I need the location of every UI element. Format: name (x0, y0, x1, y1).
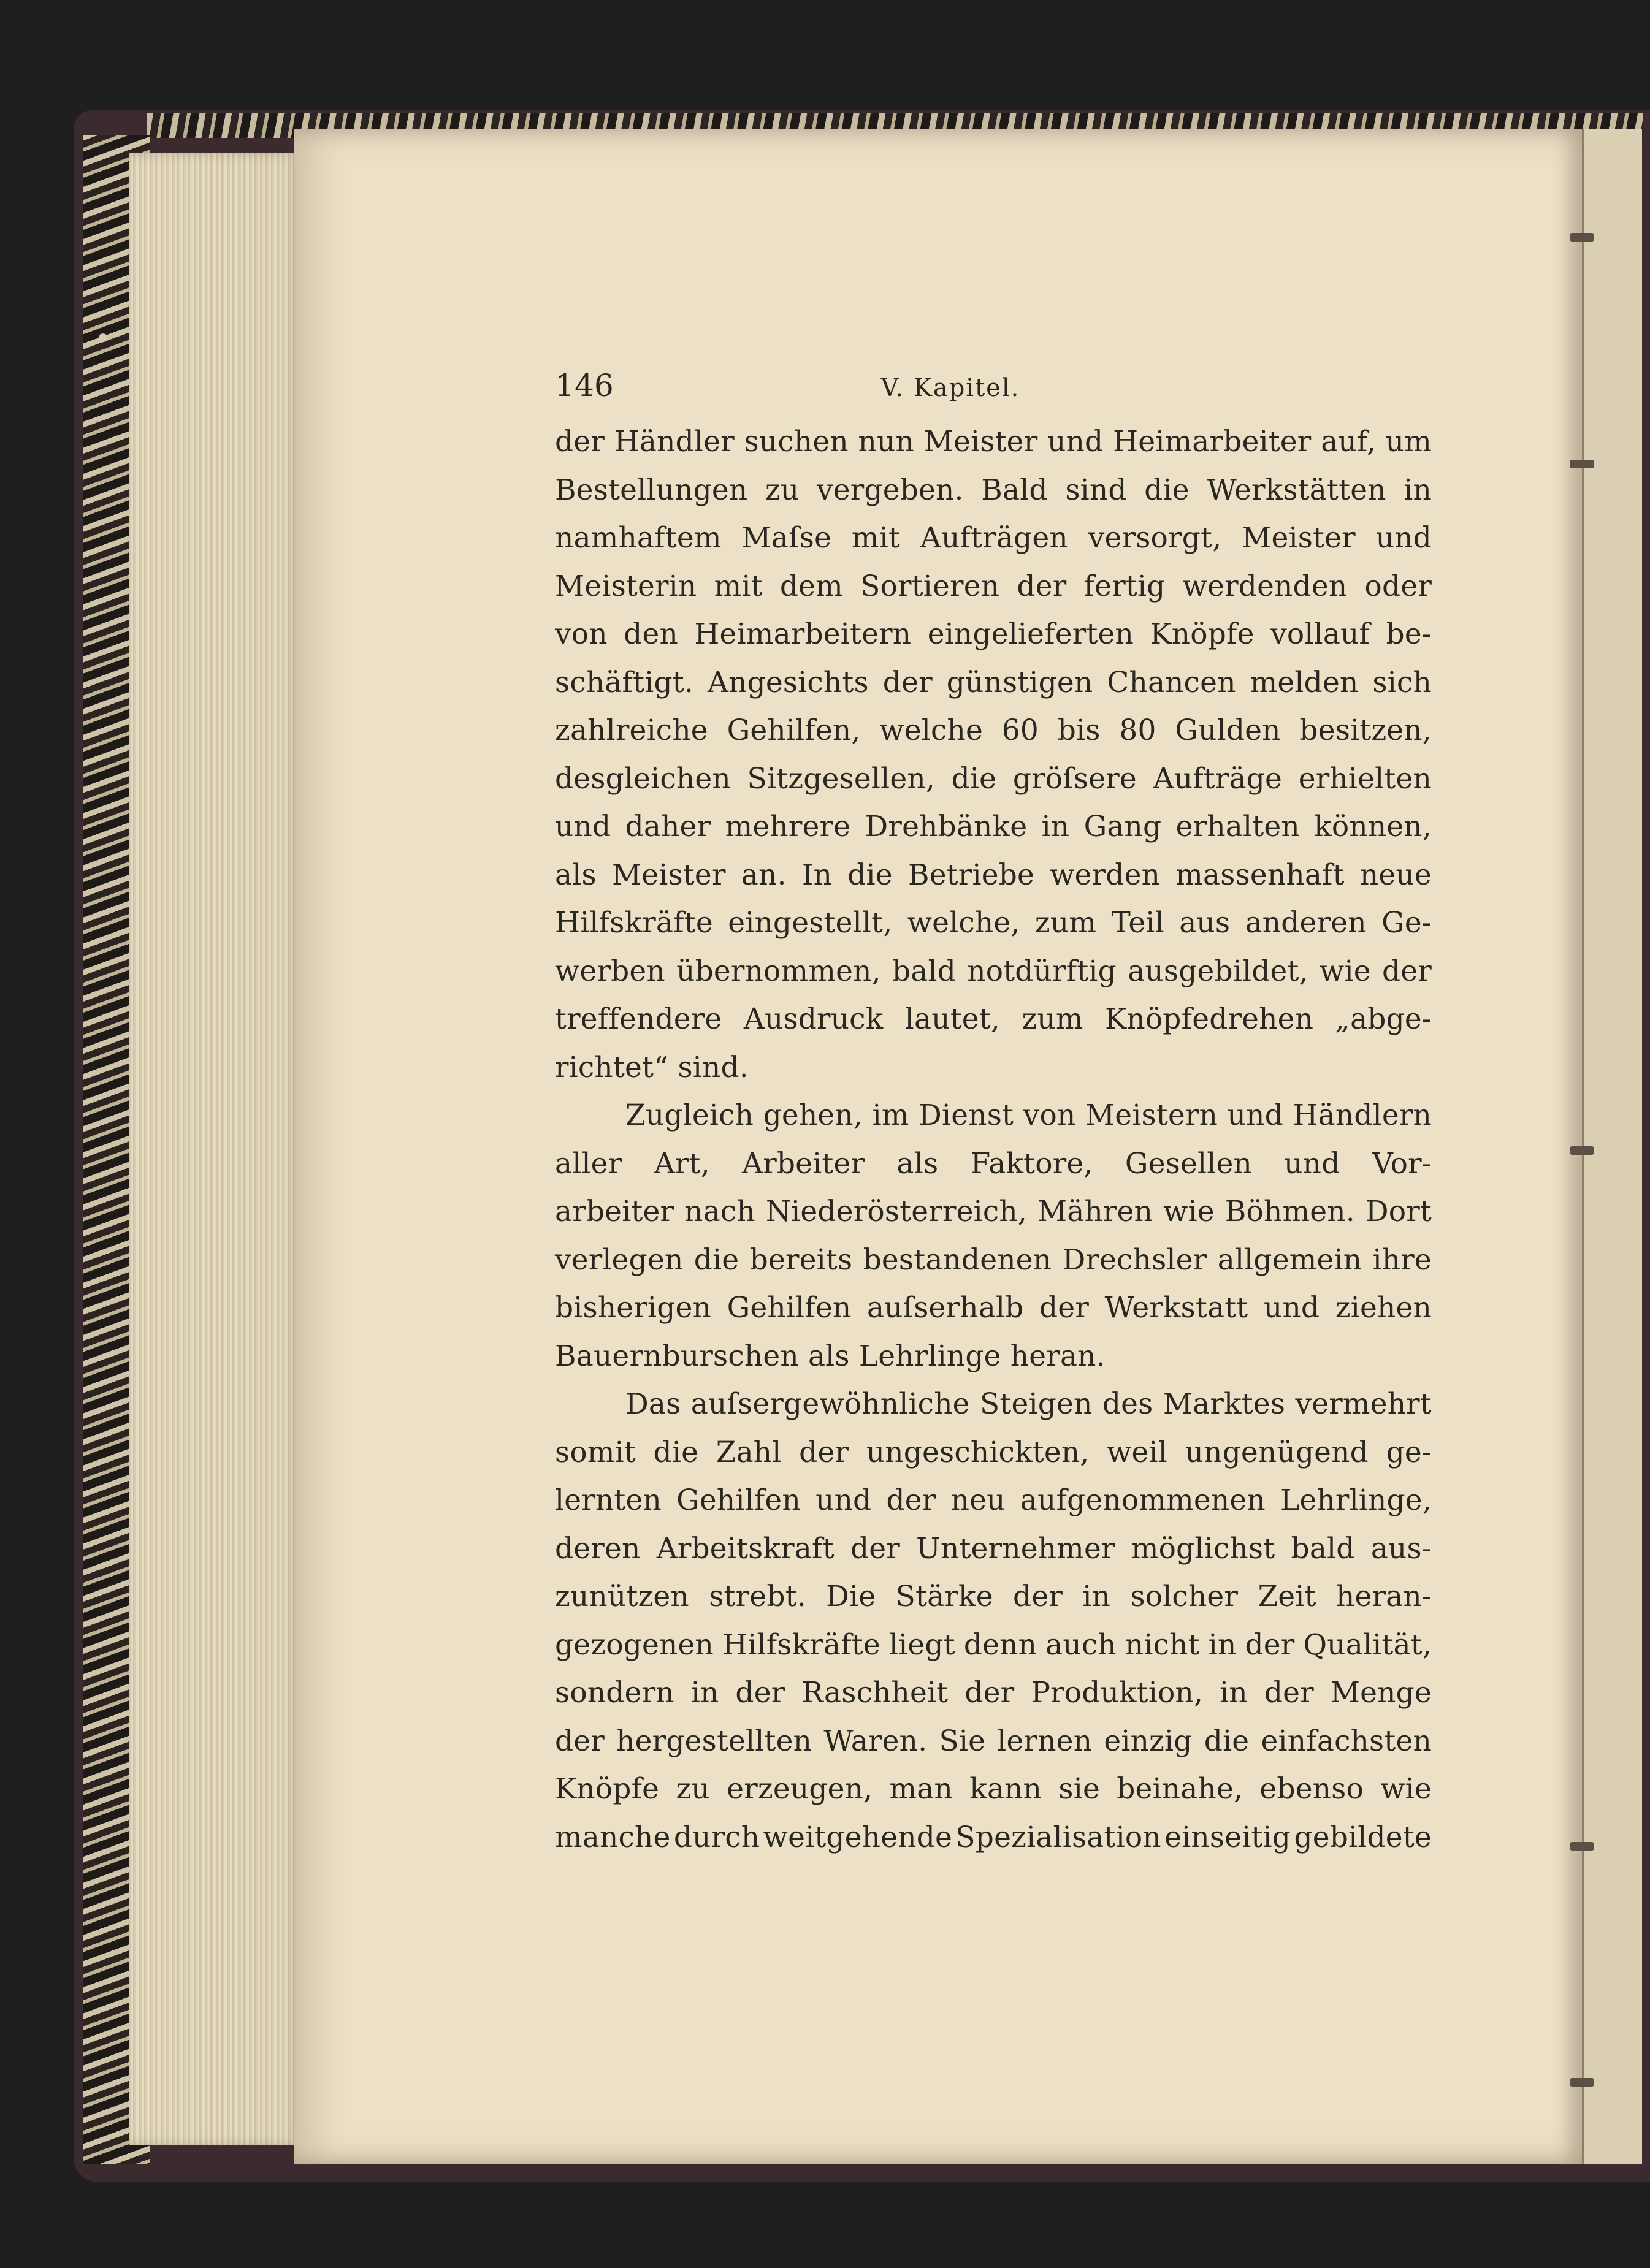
text-line: und daher mehrere Drehbänke in Gang erhalten können, (555, 810, 1432, 843)
text-line: arbeiter nach Niederösterreich, Mähren wie Böhmen. Dort (555, 1195, 1432, 1228)
page-text (555, 362, 1432, 1862)
binding-tab (1570, 2078, 1594, 2087)
text-line: werben übernommen, bald notdürftig ausgebildet, wie der (555, 954, 1432, 988)
text-line: Knöpfe zu erzeugen, man kann sie beinahe, ebenso wie (555, 1772, 1432, 1806)
page-header (555, 362, 1432, 411)
page-number: 146 (555, 368, 614, 403)
text-line: Hilfskräfte eingestellt, welche, zum Teil aus anderen Ge- (555, 906, 1432, 940)
page-stack-edge (129, 153, 300, 2145)
text-line: der Händler suchen nun Meister und Heimarbeiter auf, um (555, 425, 1432, 459)
text-line: Das auſsergewöhnliche Steigen des Marktes vermehrt (625, 1387, 1432, 1421)
text-line: Bestellungen zu vergeben. Bald sind die Werkstätten in (555, 473, 1432, 507)
text-line: lernten Gehilfen und der neu aufgenommenen Lehrlinge, (555, 1483, 1432, 1517)
text-line: aller Art, Arbeiter als Faktore, Gesellen und Vor- (555, 1146, 1432, 1181)
binding-tab (1570, 1146, 1594, 1155)
running-head: V. Kapitel. (880, 374, 1020, 402)
text-line: deren Arbeitskraft der Unternehmer möglichst bald aus- (555, 1531, 1432, 1566)
text-line: als Meister an. In die Betriebe werden massenhaft neue (555, 858, 1432, 892)
text-line: zahlreiche Gehilfen, welche 60 bis 80 Gulden besitzen, (555, 714, 1432, 747)
text-line: richtet“ sind. (555, 1050, 749, 1084)
body-text (555, 418, 1432, 1862)
text-line: gezogenen Hilfskräfte liegt denn auch nicht in der Qualität, (555, 1627, 1432, 1662)
text-line: Zugleich gehen, im Dienst von Meistern und Händlern (625, 1098, 1432, 1132)
text-line: verlegen die bereits bestandenen Drechsler allgemein ihre (555, 1242, 1432, 1277)
text-line: Bauernburschen als Lehrlinge heran. (555, 1339, 1106, 1373)
binding-tab (1570, 233, 1594, 242)
text-line: desgleichen Sitzgesellen, die gröſsere Aufträge erhielten (555, 761, 1432, 796)
text-line: somit die Zahl der ungeschickten, weil ungenügend ge- (555, 1435, 1432, 1469)
text-line: bisherigen Gehilfen auſserhalb der Werkstatt und ziehen (555, 1291, 1432, 1325)
text-line: von den Heimarbeitern eingelieferten Knöpfe vollauf be- (555, 617, 1432, 651)
text-line: schäftigt. Angesichts der günstigen Chancen melden sich (555, 665, 1432, 699)
text-line: zunützen strebt. Die Stärke der in solcher Zeit heran- (555, 1580, 1432, 1613)
binding-tab (1570, 460, 1594, 468)
text-line: namhaftem Maſse mit Aufträgen versorgt, Meister und (555, 521, 1432, 555)
text-line: Meisterin mit dem Sortieren der fertig werdenden oder (555, 569, 1432, 603)
text-line: treffendere Ausdruck lautet, zum Knöpfedrehen „abge- (555, 1002, 1432, 1036)
binding-tab (1570, 1842, 1594, 1851)
text-line: sondern in der Raschheit der Produktion, in der Menge (555, 1676, 1432, 1710)
text-line: der hergestellten Waren. Sie lernen einzig die einfachsten (555, 1724, 1432, 1758)
text-line: manche durch weitgehende Spezialisation einseitig gebildete (555, 1820, 1432, 1854)
